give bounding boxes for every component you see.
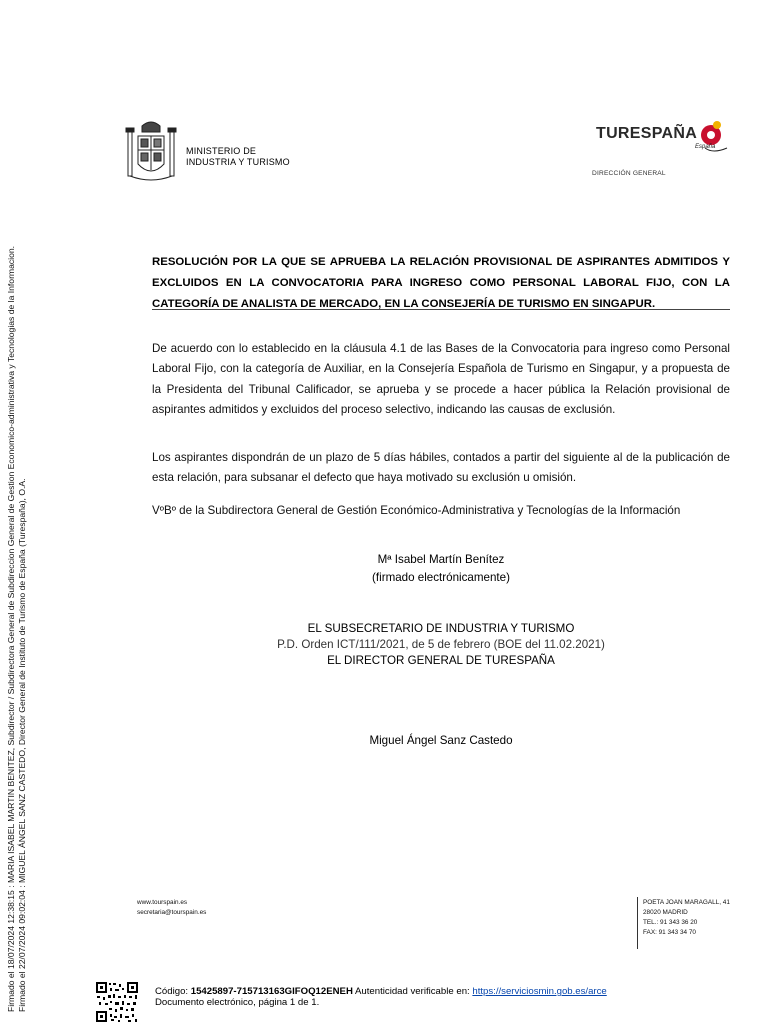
- verification-block: [155, 986, 607, 1008]
- coat-of-arms-icon: [120, 118, 182, 186]
- signer-1-name: Mª Isabel Martín Benítez: [377, 553, 505, 566]
- turespana-logo-text: TURESPAÑA: [596, 125, 698, 142]
- address-line-1: POETA JOAN MARAGALL, 41: [643, 899, 730, 906]
- role-line-1: EL SUBSECRETARIO DE INDUSTRIA Y TURISMO: [307, 622, 575, 635]
- paragraph-3: VºBº de la Subdirectora General de Gestión Económico-Administrativa y Tecnologías de la Información: [152, 504, 681, 517]
- role-line-3: EL DIRECTOR GENERAL DE TURESPAÑA: [327, 654, 555, 667]
- title-line-3: CATEGORÍA DE ANALISTA DE MERCADO, EN LA CONSEJERÍA DE TURISMO EN SINGAPUR.: [152, 298, 656, 310]
- qr-code-icon: [95, 981, 139, 1023]
- signer-2-name: Miguel Ángel Sanz Castedo: [369, 734, 513, 747]
- direccion-general-label: DIRECCIÓN GENERAL: [592, 170, 666, 177]
- document-page-info: Documento electrónico, página 1 de 1.: [155, 997, 320, 1008]
- signer-1-status: (firmado electrónicamente): [372, 571, 510, 584]
- stamp-line-1: Firmado el 18/07/2024 12:38:15 : MARIA ISABEL MARTIN BENITEZ, Subdirector / Subdirectora General de Subdireccion General de Gestion Economico-administrativa y Tecnologias de la Informacion.: [6, 245, 16, 1012]
- ministry-name: [186, 146, 290, 168]
- title-divider: [152, 309, 730, 310]
- ministry-line-2: INDUSTRIA Y TURISMO: [186, 157, 290, 167]
- address-fax: FAX: 91 343 34 70: [643, 929, 696, 936]
- footer-web-link[interactable]: www.tourspain.es: [137, 899, 188, 906]
- address-line-2: 28020 MADRID: [643, 909, 688, 916]
- spain-logo-text: España: [695, 144, 716, 150]
- spain-logo-icon: [693, 118, 733, 160]
- title-line-2: EXCLUIDOS EN LA CONVOCATORIA PARA INGRESO COMO PERSONAL LABORAL FIJO, CON LA: [152, 277, 730, 289]
- paragraph-1: De acuerdo con lo establecido en la cláusula 4.1 de las Bases de la Convocatoria para ingreso como Personal Laboral Fijo, con la categoría de Auxiliar, en la Consejería Española de Turismo en Singapur, y a propuesta de la Presidenta del Tribunal Calificador, se aprueba y se procede a hacer pública la Relación provisional de aspirantes admitidos y excluidos del proceso selectivo, indicando las causas de exclusión.: [152, 342, 730, 416]
- footer-email-link[interactable]: secretaria@tourspain.es: [137, 909, 207, 916]
- footer-contacts: [137, 898, 206, 918]
- verification-code: 15425897-715713163GIFOQ12ENEH: [190, 986, 353, 997]
- signature-stamp: [6, 132, 28, 1012]
- code-label: Código:: [155, 986, 189, 997]
- ministry-line-1: MINISTERIO DE: [186, 146, 257, 156]
- verification-link[interactable]: https://serviciosmin.gob.es/arce: [472, 986, 607, 997]
- role-line-2: P.D. Orden ICT/111/2021, de 5 de febrero (BOE del 11.02.2021): [277, 638, 605, 651]
- title-line-1: RESOLUCIÓN POR LA QUE SE APRUEBA LA RELACIÓN PROVISIONAL DE ASPIRANTES ADMITIDOS Y: [152, 256, 730, 268]
- document-title: [152, 252, 730, 315]
- address-divider: [637, 897, 638, 949]
- paragraph-2: Los aspirantes dispondrán de un plazo de 5 días hábiles, contados a partir del siguiente al de la publicación de esta relación, para subsanar el defecto que haya motivado su exclusión u omisión.: [152, 451, 730, 485]
- auth-text: Autenticidad verificable en:: [355, 986, 470, 997]
- footer-address: [643, 898, 730, 938]
- address-tel: TEL.: 91 343 36 20: [643, 919, 698, 926]
- stamp-line-2: Firmado el 22/07/2024 09:02:04 : MIGUEL ÁNGEL SANZ CASTEDO, Director General de Instituto de Turismo de España (Turespaña), O.A.: [17, 478, 27, 1012]
